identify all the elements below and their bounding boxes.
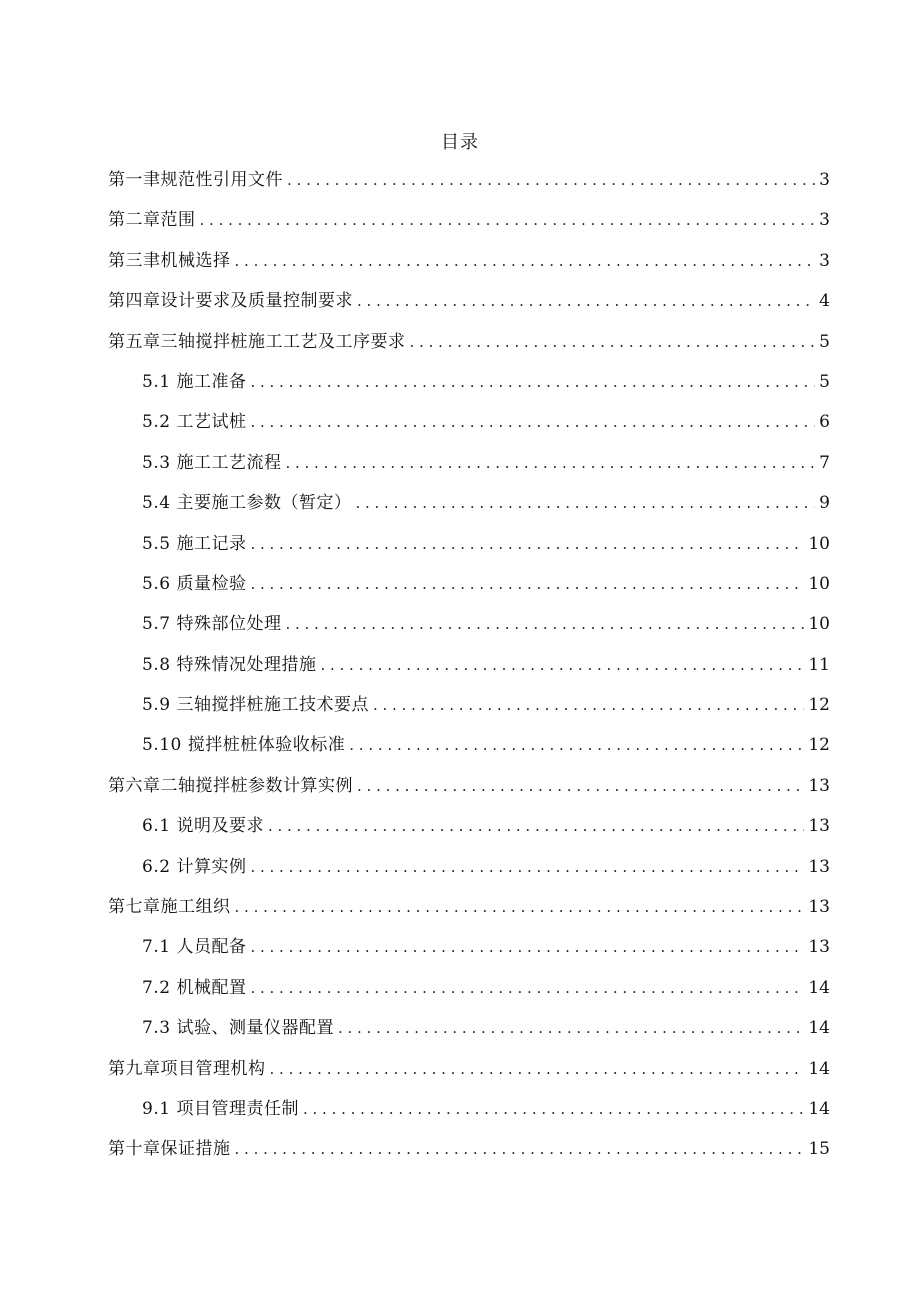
- toc-entry-label: 第三聿机械选择: [108, 250, 231, 271]
- toc-entry[interactable]: [108, 402, 830, 442]
- toc-entry-page-number: 14: [808, 1058, 830, 1079]
- toc-entry-page-number: 13: [808, 775, 830, 796]
- dot-leader: [250, 564, 804, 604]
- toc-entry[interactable]: [108, 1089, 830, 1129]
- dot-leader: [200, 200, 816, 240]
- toc-entry-page-number: 13: [808, 937, 830, 958]
- toc-entry-page-number: 7: [819, 452, 830, 473]
- toc-entry[interactable]: [108, 887, 830, 927]
- dot-leader: [349, 725, 804, 765]
- toc-entry-label: 5.6 质量检验: [142, 573, 247, 594]
- dot-leader: [303, 1089, 804, 1129]
- dot-leader: [250, 847, 804, 887]
- toc-entry-page-number: 13: [808, 856, 830, 877]
- dot-leader: [357, 281, 815, 321]
- toc-entry-label: 5.2 工艺试桩: [142, 412, 247, 433]
- toc-entry[interactable]: [108, 564, 830, 604]
- toc-entry-label: 5.5 施工记录: [142, 533, 247, 554]
- toc-entry-page-number: 5: [819, 331, 830, 352]
- toc-entry-page-number: 5: [819, 371, 830, 392]
- toc-entry-label: 第九章项目管理机构: [108, 1058, 266, 1079]
- toc-entry-label: 第六章二轴搅拌桩参数计算实例: [108, 775, 353, 796]
- toc-entry-label: 5.4 主要施工参数（暂定）: [142, 493, 352, 514]
- toc-entry-page-number: 3: [819, 210, 830, 231]
- dot-leader: [235, 1129, 805, 1169]
- toc-entry[interactable]: [108, 806, 830, 846]
- toc-entry[interactable]: [108, 524, 830, 564]
- toc-entry-label: 6.1 说明及要求: [142, 816, 264, 837]
- toc-entry-page-number: 13: [808, 897, 830, 918]
- toc-entry-label: 5.7 特殊部位处理: [142, 614, 282, 635]
- dot-leader: [373, 685, 804, 725]
- toc-entry[interactable]: [108, 1049, 830, 1089]
- toc-entry[interactable]: [108, 443, 830, 483]
- toc-entry[interactable]: [108, 725, 830, 765]
- toc-entry-label: 5.10 搅拌桩桩体验收标准: [142, 735, 346, 756]
- toc-entry[interactable]: [108, 847, 830, 887]
- toc-entry[interactable]: [108, 362, 830, 402]
- toc-entry-label: 第四章设计要求及质量控制要求: [108, 291, 353, 312]
- toc-entry-label: 第二章范围: [108, 210, 196, 231]
- dot-leader: [250, 402, 815, 442]
- toc-entry-page-number: 10: [808, 533, 830, 554]
- dot-leader: [235, 241, 816, 281]
- toc-entry[interactable]: [108, 483, 830, 523]
- dot-leader: [250, 362, 815, 402]
- toc-entry-label: 7.2 机械配置: [142, 977, 247, 998]
- toc-entry-page-number: 13: [808, 816, 830, 837]
- toc-entry-label: 5.9 三轴搅拌桩施工技术要点: [142, 695, 369, 716]
- toc-entry-label: 第十章保证措施: [108, 1139, 231, 1160]
- toc-entry-page-number: 3: [819, 250, 830, 271]
- toc-entry-page-number: 9: [819, 493, 830, 514]
- toc-entry[interactable]: [108, 200, 830, 240]
- toc-entry[interactable]: [108, 685, 830, 725]
- toc-entry-label: 第七章施工组织: [108, 897, 231, 918]
- dot-leader: [250, 927, 804, 967]
- toc-entry-page-number: 12: [808, 695, 830, 716]
- toc-entry-page-number: 14: [808, 977, 830, 998]
- toc-entry-label: 5.1 施工准备: [142, 371, 247, 392]
- dot-leader: [250, 968, 804, 1008]
- toc-entry[interactable]: [108, 968, 830, 1008]
- toc-entry[interactable]: [108, 281, 830, 321]
- toc-entry-page-number: 6: [819, 412, 830, 433]
- toc-entry[interactable]: [108, 241, 830, 281]
- toc-entry-label: 5.3 施工工艺流程: [142, 452, 282, 473]
- toc-entry-label: 7.1 人员配备: [142, 937, 247, 958]
- toc-entry[interactable]: [108, 604, 830, 644]
- toc-entry-label: 9.1 项目管理责任制: [142, 1098, 299, 1119]
- toc-entry-label: 第五章三轴搅拌桩施工工艺及工序要求: [108, 331, 406, 352]
- toc-entry-page-number: 12: [808, 735, 830, 756]
- toc-entry[interactable]: [108, 1008, 830, 1048]
- toc-entry[interactable]: [108, 645, 830, 685]
- dot-leader: [338, 1008, 804, 1048]
- dot-leader: [235, 887, 805, 927]
- toc-entry-page-number: 11: [808, 654, 830, 675]
- toc-entry-page-number: 14: [808, 1018, 830, 1039]
- toc-entry-page-number: 4: [819, 291, 830, 312]
- dot-leader: [285, 604, 804, 644]
- toc-entry-label: 5.8 特殊情况处理措施: [142, 654, 317, 675]
- toc-entry[interactable]: [108, 160, 830, 200]
- toc-title: 目录: [441, 132, 479, 153]
- dot-leader: [270, 1049, 805, 1089]
- toc-list: [108, 160, 830, 1170]
- toc-entry[interactable]: [108, 1129, 830, 1169]
- toc-entry-page-number: 10: [808, 573, 830, 594]
- toc-entry-page-number: 14: [808, 1098, 830, 1119]
- dot-leader: [287, 160, 815, 200]
- dot-leader: [268, 806, 804, 846]
- toc-entry-page-number: 3: [819, 170, 830, 190]
- toc-entry[interactable]: [108, 322, 830, 362]
- toc-entry-label: 7.3 试验、测量仪器配置: [142, 1018, 334, 1039]
- dot-leader: [320, 645, 804, 685]
- dot-leader: [410, 322, 816, 362]
- dot-leader: [355, 483, 815, 523]
- dot-leader: [250, 524, 804, 564]
- toc-entry-label: 6.2 计算实例: [142, 856, 247, 877]
- toc-entry-label: 第一聿规范性引用文件: [108, 170, 283, 190]
- toc-entry[interactable]: [108, 927, 830, 967]
- toc-entry-page-number: 10: [808, 614, 830, 635]
- toc-entry-page-number: 15: [808, 1139, 830, 1160]
- toc-entry[interactable]: [108, 766, 830, 806]
- dot-leader: [285, 443, 815, 483]
- dot-leader: [357, 766, 804, 806]
